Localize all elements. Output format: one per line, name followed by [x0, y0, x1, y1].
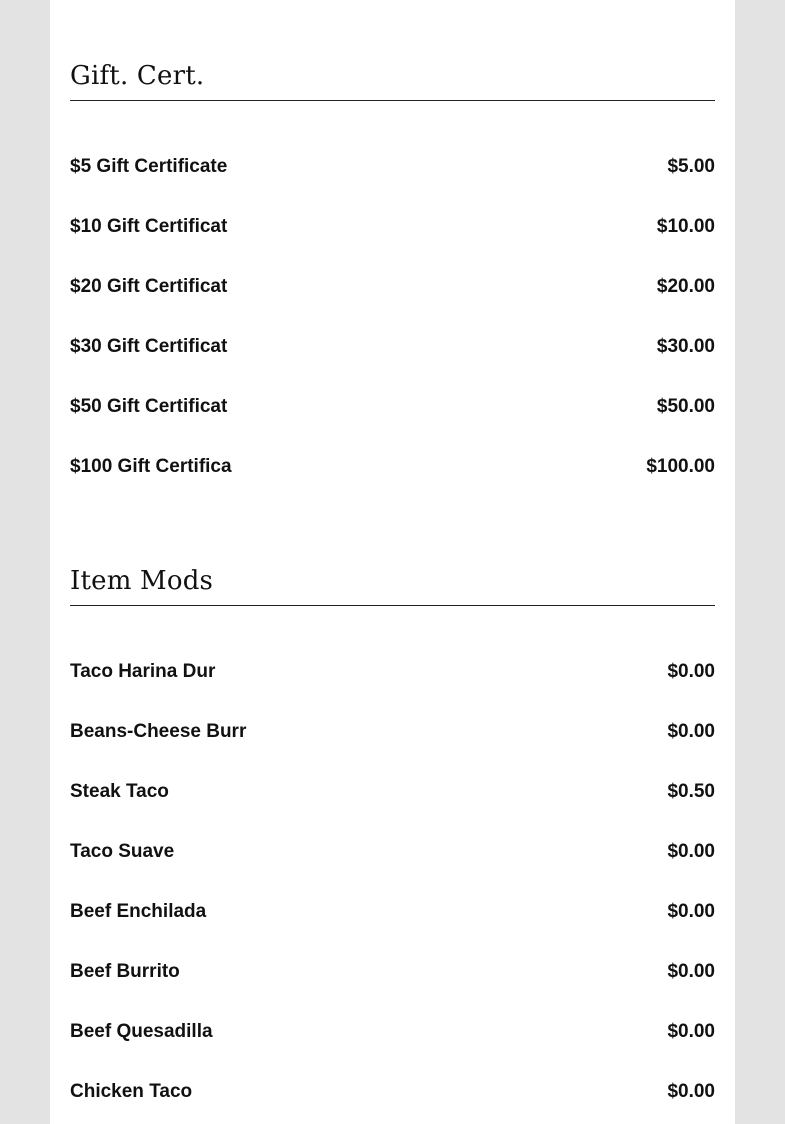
menu-item[interactable]: [70, 197, 715, 257]
section-title: Item Mods: [70, 561, 715, 606]
item-name: Beef Quesadilla: [70, 1021, 213, 1042]
item-name: $50 Gift Certificat: [70, 396, 228, 417]
menu-item[interactable]: [70, 1002, 715, 1062]
menu-item[interactable]: [70, 437, 715, 497]
section-gift-cert: [70, 56, 715, 497]
item-name: $30 Gift Certificat: [70, 336, 228, 357]
item-price: $0.00: [667, 841, 715, 862]
item-name: Taco Suave: [70, 841, 175, 862]
menu-item[interactable]: [70, 942, 715, 1002]
menu-page: [50, 0, 735, 1124]
item-price: $0.00: [667, 901, 715, 922]
item-price: $20.00: [656, 276, 715, 297]
menu-item[interactable]: [70, 702, 715, 762]
menu-item[interactable]: [70, 1062, 715, 1122]
item-name: Beef Enchilada: [70, 901, 207, 922]
item-name: $20 Gift Certificat: [70, 276, 228, 297]
item-price: $10.00: [656, 216, 715, 237]
menu-item[interactable]: [70, 257, 715, 317]
item-price: $5.00: [667, 156, 715, 177]
menu-item[interactable]: [70, 377, 715, 437]
item-name: Beef Burrito: [70, 961, 180, 982]
menu-item[interactable]: [70, 882, 715, 942]
item-price: $0.00: [667, 1081, 715, 1102]
item-list: [70, 137, 715, 497]
item-name: $100 Gift Certifica: [70, 456, 232, 477]
menu-item[interactable]: [70, 642, 715, 702]
item-price: $50.00: [656, 396, 715, 417]
item-name: $5 Gift Certificate: [70, 156, 228, 177]
menu-item[interactable]: [70, 762, 715, 822]
item-name: $10 Gift Certificat: [70, 216, 228, 237]
item-name: Taco Harina Dur: [70, 661, 216, 682]
item-list: [70, 642, 715, 1122]
item-price: $0.00: [667, 661, 715, 682]
section-title: Gift. Cert.: [70, 56, 715, 101]
item-price: $100.00: [646, 456, 715, 477]
item-price: $0.00: [667, 961, 715, 982]
item-name: Steak Taco: [70, 781, 169, 802]
item-price: $0.00: [667, 1021, 715, 1042]
item-name: Beans-Cheese Burr: [70, 721, 247, 742]
menu-item[interactable]: [70, 317, 715, 377]
item-name: Chicken Taco: [70, 1081, 193, 1102]
item-price: $30.00: [656, 336, 715, 357]
section-item-mods: [70, 561, 715, 1122]
menu-item[interactable]: [70, 137, 715, 197]
item-price: $0.50: [667, 781, 715, 802]
item-price: $0.00: [667, 721, 715, 742]
menu-item[interactable]: [70, 822, 715, 882]
